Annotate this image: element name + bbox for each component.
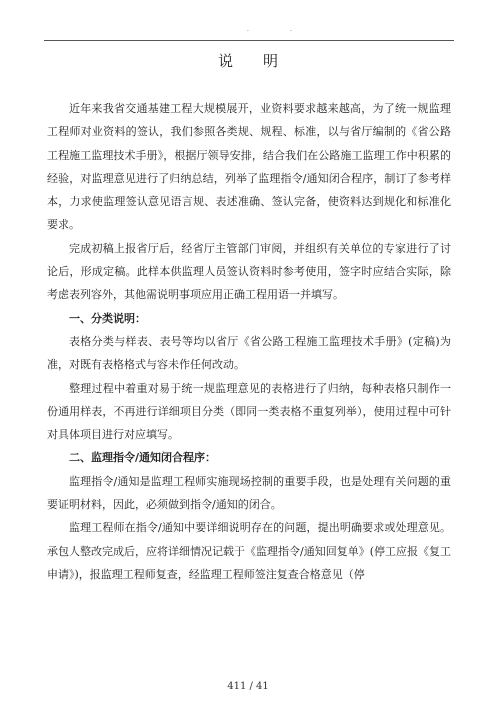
section-heading-closure-procedure: 二、监理指令/通知闭合程序： <box>69 451 217 465</box>
page-number: 411 / 41 <box>227 681 269 692</box>
intro-paragraph-2: 完成初稿上报省厅后，经省厅主管部门审阅，并组织有关单位的专家进行了讨论后，形成定稿。此样本供监理人员签认资料时参考使用，签字时应结合实际，除考虑表列容外，其他需说明事项应用正确工程用语一并填写。 <box>47 241 451 302</box>
closure-paragraph-2: 监理工程师在指令/通知中要详细说明存在的问题，提出明确要求或处理意见。承包人整改完成后，应将详细情况记载于《监理指令/通知回复单》(停工应报《复工申请》)，报监理工程师复查，经监理工程师签注复查合格意见（停 <box>47 521 451 581</box>
classification-paragraph-1: 表格分类与样表、表号等均以省厅《省公路工程施工监理技术手册》(定稿)为准，对既有表格格式与容未作任何改动。 <box>47 334 451 372</box>
header-dot-right: . <box>290 26 292 33</box>
classification-paragraph-2: 整理过程中着重对易于统一规监理意见的表格进行了归纳，每种表格只制作一份通用样表，不再进行详细项目分类（即同一类表格不重复列举），使用过程中可针对具体项目进行对应填写。 <box>47 381 451 442</box>
section-heading-classification: 一、分类说明： <box>69 311 146 325</box>
header-rule <box>44 40 454 41</box>
header-dot-left: . <box>247 26 249 33</box>
document-body <box>47 97 451 586</box>
closure-paragraph-1: 监理指令/通知是监理工程师实施现场控制的重要手段，也是处理有关问题的重要证明材料，因此，必须做到指令/通知的闭合。 <box>47 474 451 512</box>
header-marks <box>0 26 496 36</box>
page-title: 说明 <box>217 52 308 70</box>
intro-paragraph-1: 近年来我省交通基建工程大规模展开，业资料要求越来越高，为了统一规监理工程师对业资料的签认，我们参照各类规、规程、标准，以与省厅编制的《省公路工程施工监理技术手册》，根据厅领导安排，结合我们在公路施工监理工作中积累的经验，对监理意见进行了归纳总结，列举了监理指令/通知闭合程序，制订了参考样本，力求使监理签认意见语言规、表述准确、签认完备，使资料达到规化和标准化要求。 <box>47 102 451 232</box>
